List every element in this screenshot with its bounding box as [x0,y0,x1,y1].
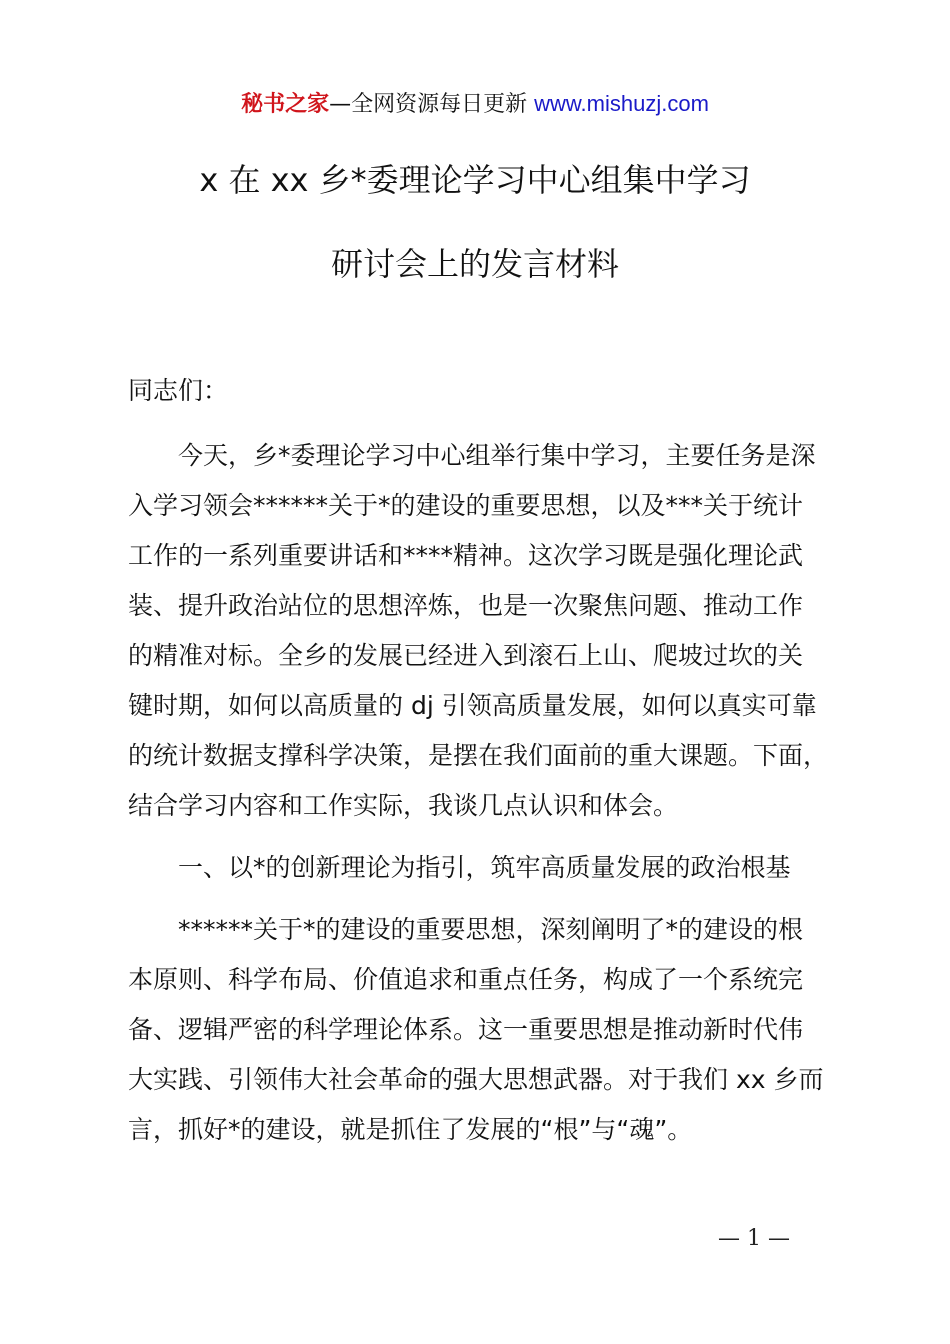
paragraph-1-line: 的统计数据支撑科学决策，是摆在我们面前的重大课题。下面， [128,741,829,770]
paragraph-2-line: 言，抓好*的建设，就是抓住了发展的“根”与“魂”。 [128,1115,693,1144]
paragraph-2-line: ******关于*的建设的重要思想，深刻阐明了*的建设的根 [178,915,804,944]
page-number: — 1 — [718,1226,790,1251]
header-url-link[interactable]: www.mishuzj.com [534,91,709,116]
document-title-line-2: 研讨会上的发言材料 [330,245,619,283]
paragraph-1-line: 工作的一系列重要讲话和****精神。这次学习既是强化理论武 [128,541,804,570]
header-tagline: —全网资源每日更新 [329,92,528,117]
salutation: 同志们： [128,376,229,405]
paragraph-1-line: 今天，乡*委理论学习中心组举行集中学习，主要任务是深 [178,441,816,470]
paragraph-1-line: 键时期，如何以高质量的 dj 引领高质量发展，如何以真实可靠 [128,691,817,720]
paragraph-1-line: 装、提升政治站位的思想淬炼，也是一次聚焦问题、推动工作 [128,591,804,620]
section-heading: 一、以*的创新理论为指引，筑牢高质量发展的政治根基 [178,853,791,882]
paragraph-2-line: 备、逻辑严密的科学理论体系。这一重要思想是推动新时代伟 [128,1015,804,1044]
paragraph-1-line: 的精准对标。全乡的发展已经进入到滚石上山、爬坡过坎的关 [128,641,804,670]
page-header [0,88,950,121]
paragraph-1-line: 入学习领会******关于*的建设的重要思想，以及***关于统计 [128,491,804,520]
paragraph-2-line: 本原则、科学布局、价值追求和重点任务，构成了一个系统完 [128,965,804,994]
paragraph-2-line: 大实践、引领伟大社会革命的强大思想武器。对于我们 xx 乡而 [128,1065,824,1094]
brand-name: 秘书之家 [241,92,330,117]
document-title-line-1: x 在 xx 乡*委理论学习中心组集中学习 [199,161,751,199]
paragraph-1-line: 结合学习内容和工作实际，我谈几点认识和体会。 [128,791,679,820]
